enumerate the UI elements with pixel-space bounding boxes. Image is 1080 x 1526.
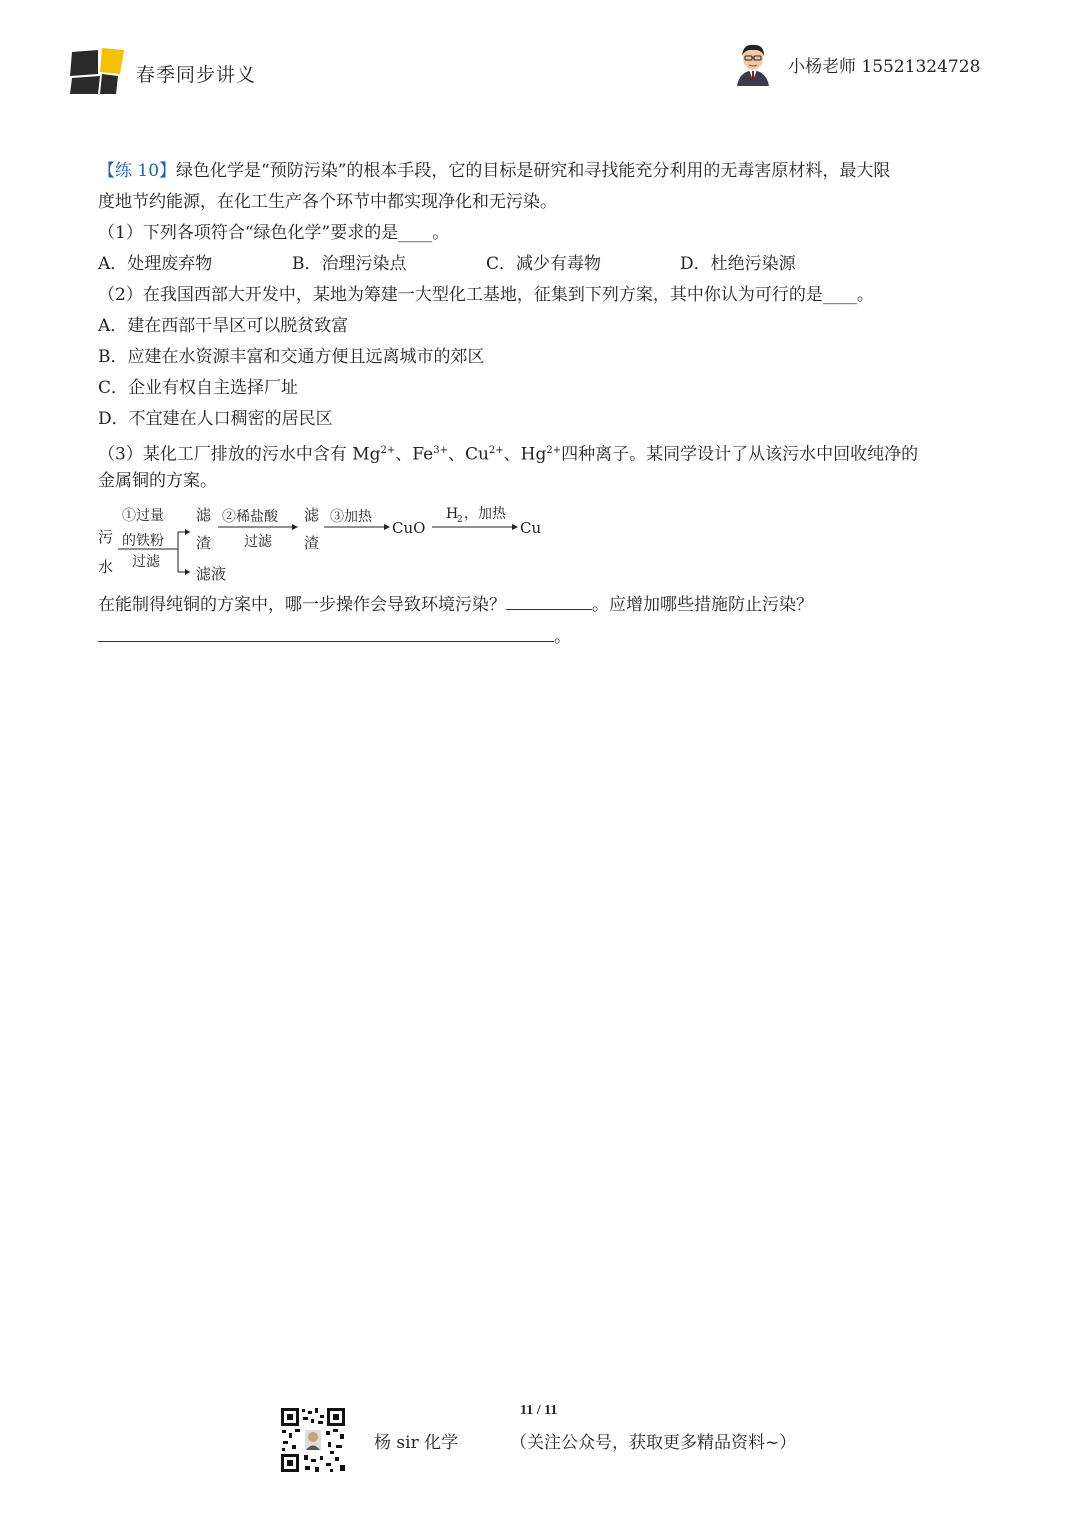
flow-arrowhead-4: [512, 524, 518, 530]
q3-end-mark: 。: [554, 627, 571, 647]
flow-step2-top: ②稀盐酸: [222, 509, 278, 525]
flow-arrowhead-3: [384, 524, 390, 530]
flow-residue2-top: 滤: [304, 506, 320, 524]
answer-blank-1[interactable]: [506, 591, 592, 610]
flow-step4-sub: 2: [457, 515, 463, 525]
flow-step2-bottom: 过滤: [244, 534, 272, 550]
q3-question-a: 在能制得纯铜的方案中，哪一步操作会导致环境污染？: [98, 595, 506, 615]
teacher-contact: 小杨老师 15521324728: [788, 57, 981, 77]
mg-charge: 2+: [380, 445, 396, 456]
flow-product-cuo: CuO: [392, 519, 426, 537]
q3-stem-line-1: [98, 435, 988, 466]
flow-branch: [174, 532, 190, 572]
q3-hg: 、Hg: [503, 444, 547, 465]
flow-arrowhead-filtrate: [185, 569, 190, 575]
flow-step1-bottom: 过滤: [132, 554, 160, 570]
answer-blank-2[interactable]: [98, 623, 554, 642]
brand-logo: [68, 44, 128, 96]
exercise-intro-line-1: [98, 156, 988, 187]
flow-arrowhead-1: [185, 529, 190, 535]
q1-option-b: B．治理污染点: [292, 254, 407, 274]
q3-fe: 、Fe: [395, 444, 434, 465]
brand-title: 春季同步讲义: [136, 64, 257, 86]
cu-charge: 2+: [488, 445, 504, 456]
recovery-flow-diagram: [96, 500, 556, 590]
q2-option-a: A．建在西部干旱区可以脱贫致富: [98, 316, 349, 336]
exercise-label: 【练 10】: [98, 161, 177, 181]
account-name: 杨 sir 化学: [374, 1433, 459, 1453]
flow-residue1-bottom: 渣: [196, 534, 212, 552]
q2-option-c: C．企业有权自主选择厂址: [98, 378, 299, 398]
flow-residue2-bottom: 渣: [304, 534, 320, 552]
q3-stem-line-2: 金属铜的方案。: [98, 471, 217, 491]
flow-step1-label-a: ①过量: [122, 508, 164, 524]
flow-product-cu: Cu: [520, 519, 542, 537]
q1-stem: （1）下列各项符合“绿色化学”要求的是____。: [98, 223, 450, 243]
q3-question: [98, 590, 813, 621]
page-number: 11 / 11: [520, 1403, 558, 1418]
q1-option-a: A．处理废弃物: [98, 254, 213, 274]
fe-charge: 3+: [433, 445, 448, 456]
q3-cu: 、Cu: [447, 444, 489, 465]
q1-options: [98, 249, 988, 280]
q3-stem-text: （3）某化工厂排放的污水中含有 Mg: [98, 444, 381, 465]
q3-answer-line: [98, 622, 571, 653]
teacher-avatar: [733, 40, 773, 86]
q3-stem-text-2: 四种离子。某同学设计了从该污水中回收纯净的: [561, 444, 919, 465]
q3-question-b: 。应增加哪些措施防止污染？: [592, 595, 813, 615]
q2-stem: （2）在我国西部大开发中，某地为筹建一大型化工基地，征集到下列方案，其中你认为可行的是____。: [98, 285, 874, 305]
footer-slogan: （关注公众号，获取更多精品资料~）: [510, 1433, 797, 1453]
q1-option-c: C．减少有毒物: [486, 254, 602, 274]
flow-arrowhead-2: [292, 524, 298, 530]
flow-step4-h: H: [446, 506, 459, 522]
flow-residue1-top: 滤: [196, 506, 212, 524]
exercise-intro-text-1: 绿色化学是“预防污染”的根本手段，它的目标是研究和寻找能充分利用的无毒害原材料，最大限: [176, 161, 891, 181]
exercise-intro-line-2: 度地节约能源，在化工生产各个环节中都实现净化和无污染。: [98, 192, 557, 212]
flow-filtrate: 滤液: [196, 565, 227, 583]
q1-option-d: D．杜绝污染源: [680, 254, 796, 274]
flow-source-bottom: 水: [98, 558, 114, 576]
flow-step3-top: ③加热: [330, 509, 372, 525]
hg-charge: 2+: [546, 445, 562, 456]
qr-code-icon: [280, 1407, 346, 1473]
q2-option-b: B．应建在水资源丰富和交通方便且远离城市的郊区: [98, 347, 485, 367]
q2-option-d: D．不宜建在人口稠密的居民区: [98, 409, 333, 429]
flow-step1-label-b: 的铁粉: [122, 533, 164, 549]
flow-source-top: 污: [98, 528, 114, 546]
exercise-block: [98, 156, 988, 497]
flow-step4-rest: ，加热: [464, 506, 506, 522]
